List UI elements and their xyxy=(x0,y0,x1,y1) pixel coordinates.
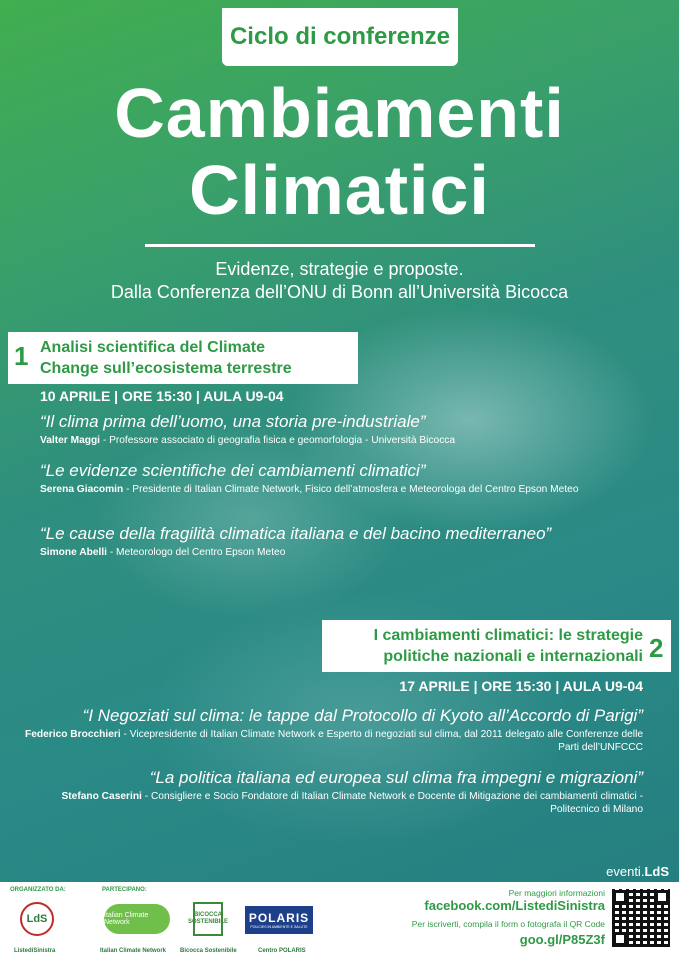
talk-title: “La politica italiana ed europea sul clima fra impegni e migrazioni” xyxy=(149,768,643,787)
bicocca-logo-mark: BICOCCA SOSTENIBILE xyxy=(188,912,229,925)
brand-suffix: LdS xyxy=(644,864,669,879)
section2-title-line1: I cambiamenti climatici: le strategie xyxy=(373,627,643,644)
title-divider xyxy=(145,244,535,247)
lds-logo xyxy=(20,902,54,936)
talk-speaker-line xyxy=(40,546,650,559)
talk-speaker-line xyxy=(40,483,650,496)
qr-finder-pattern xyxy=(613,932,627,946)
brand-prefix: eventi. xyxy=(606,864,645,879)
polaris-logo-mark: POLARIS xyxy=(248,911,310,925)
speaker-name: Federico Brocchieri xyxy=(25,729,121,740)
speaker-name: Stefano Caserini xyxy=(61,791,142,802)
short-link[interactable]: goo.gl/P85Z3f xyxy=(519,932,605,947)
icn-logo-name: Italian Climate Network xyxy=(100,948,167,954)
talk-title: “Il clima prima dell’uomo, una storia pre-industriale” xyxy=(40,412,426,431)
lds-logo-mark: LdS xyxy=(26,913,48,925)
speaker-name: Serena Giacomin xyxy=(40,484,124,495)
icn-logo-mark: Italian Climate Network xyxy=(104,912,149,926)
talk-item xyxy=(23,706,643,754)
talk-item xyxy=(40,524,650,559)
talk-speaker-line xyxy=(23,728,643,754)
register-label: Per iscriverti, compila il form o fotografa il QR Code xyxy=(411,919,605,929)
title-line1: Cambiamenti xyxy=(114,74,565,152)
series-tab xyxy=(222,8,458,66)
footer xyxy=(0,882,679,960)
talk-item xyxy=(23,768,643,816)
talk-speaker-line xyxy=(40,434,650,447)
title-line2: Climatici xyxy=(189,151,490,229)
speaker-role: - Presidente di Italian Climate Network, Fisico dell’atmosfera e Meteorologa del Centro Epson Meteo xyxy=(123,484,579,495)
speaker-role: - Meteorologo del Centro Epson Meteo xyxy=(106,547,286,558)
talk-speaker-line xyxy=(23,790,643,816)
subtitle-line2: Dalla Conferenza dell’ONU di Bonn all’Università Bicocca xyxy=(110,282,569,302)
lds-logo-name: ListediSinistra xyxy=(14,948,56,954)
section2-schedule: 17 APRILE | ORE 15:30 | AULA U9-04 xyxy=(399,678,643,694)
talk-title: “Le cause della fragilità climatica italiana e del bacino mediterraneo” xyxy=(40,524,552,543)
speaker-role: - Consigliere e Socio Fondatore di Italian Climate Network e Docente di Mitigazione dei cambiamenti climatici - Politecnico di Milano xyxy=(141,791,643,815)
participating-label: PARTECIPANO: xyxy=(102,887,147,893)
section2-title xyxy=(374,625,643,667)
talk-item xyxy=(40,412,650,447)
section1-title xyxy=(40,337,292,379)
speaker-name: Simone Abelli xyxy=(40,547,107,558)
qr-finder-pattern xyxy=(655,890,669,904)
section1-schedule: 10 APRILE | ORE 15:30 | AULA U9-04 xyxy=(40,388,284,404)
talk-item xyxy=(40,461,650,496)
section1-title-line1: Analisi scientifica del Climate xyxy=(40,339,265,356)
bicocca-logo-name: Bicocca Sostenibile xyxy=(180,948,237,954)
bicocca-logo xyxy=(188,902,229,936)
qr-finder-pattern xyxy=(613,890,627,904)
qr-code[interactable] xyxy=(611,888,671,948)
section2-number: 2 xyxy=(649,633,664,663)
speaker-role: - Vicepresidente di Italian Climate Network e Esperto di negoziati sul clima, dal 2011 delegato alle Conferenze delle Parti dell’UNFCCC xyxy=(120,729,643,753)
section2-title-line2: politiche nazionali e internazionali xyxy=(383,648,643,665)
more-info-label: Per maggiori informazioni xyxy=(508,888,605,898)
brand-mark xyxy=(606,864,669,879)
polaris-logo xyxy=(245,906,313,934)
polaris-logo-name: Centro POLARIS xyxy=(258,948,306,954)
series-label: Ciclo di conferenze xyxy=(229,23,451,50)
subtitle-line1: Evidenze, strategie e proposte. xyxy=(215,259,464,279)
facebook-link[interactable]: facebook.com/ListediSinistra xyxy=(424,898,605,913)
talk-title: “Le evidenze scientifiche dei cambiamenti climatici” xyxy=(40,461,426,480)
speaker-name: Valter Maggi xyxy=(40,435,101,446)
section1-title-line2: Change sull’ecosistema terrestre xyxy=(40,360,292,377)
speaker-role: - Professore associato di geografia fisica e geomorfologia - Università Bicocca xyxy=(100,435,456,446)
icn-logo xyxy=(104,904,170,934)
section1-number: 1 xyxy=(14,341,29,371)
organized-label: ORGANIZZATO DA: xyxy=(10,887,66,893)
polaris-logo-tagline: POLICIES IN AMBIENTE E SALUTE xyxy=(250,925,308,929)
talk-title: “I Negoziati sul clima: le tappe dal Protocollo di Kyoto all’Accordo di Parigi” xyxy=(82,706,643,725)
